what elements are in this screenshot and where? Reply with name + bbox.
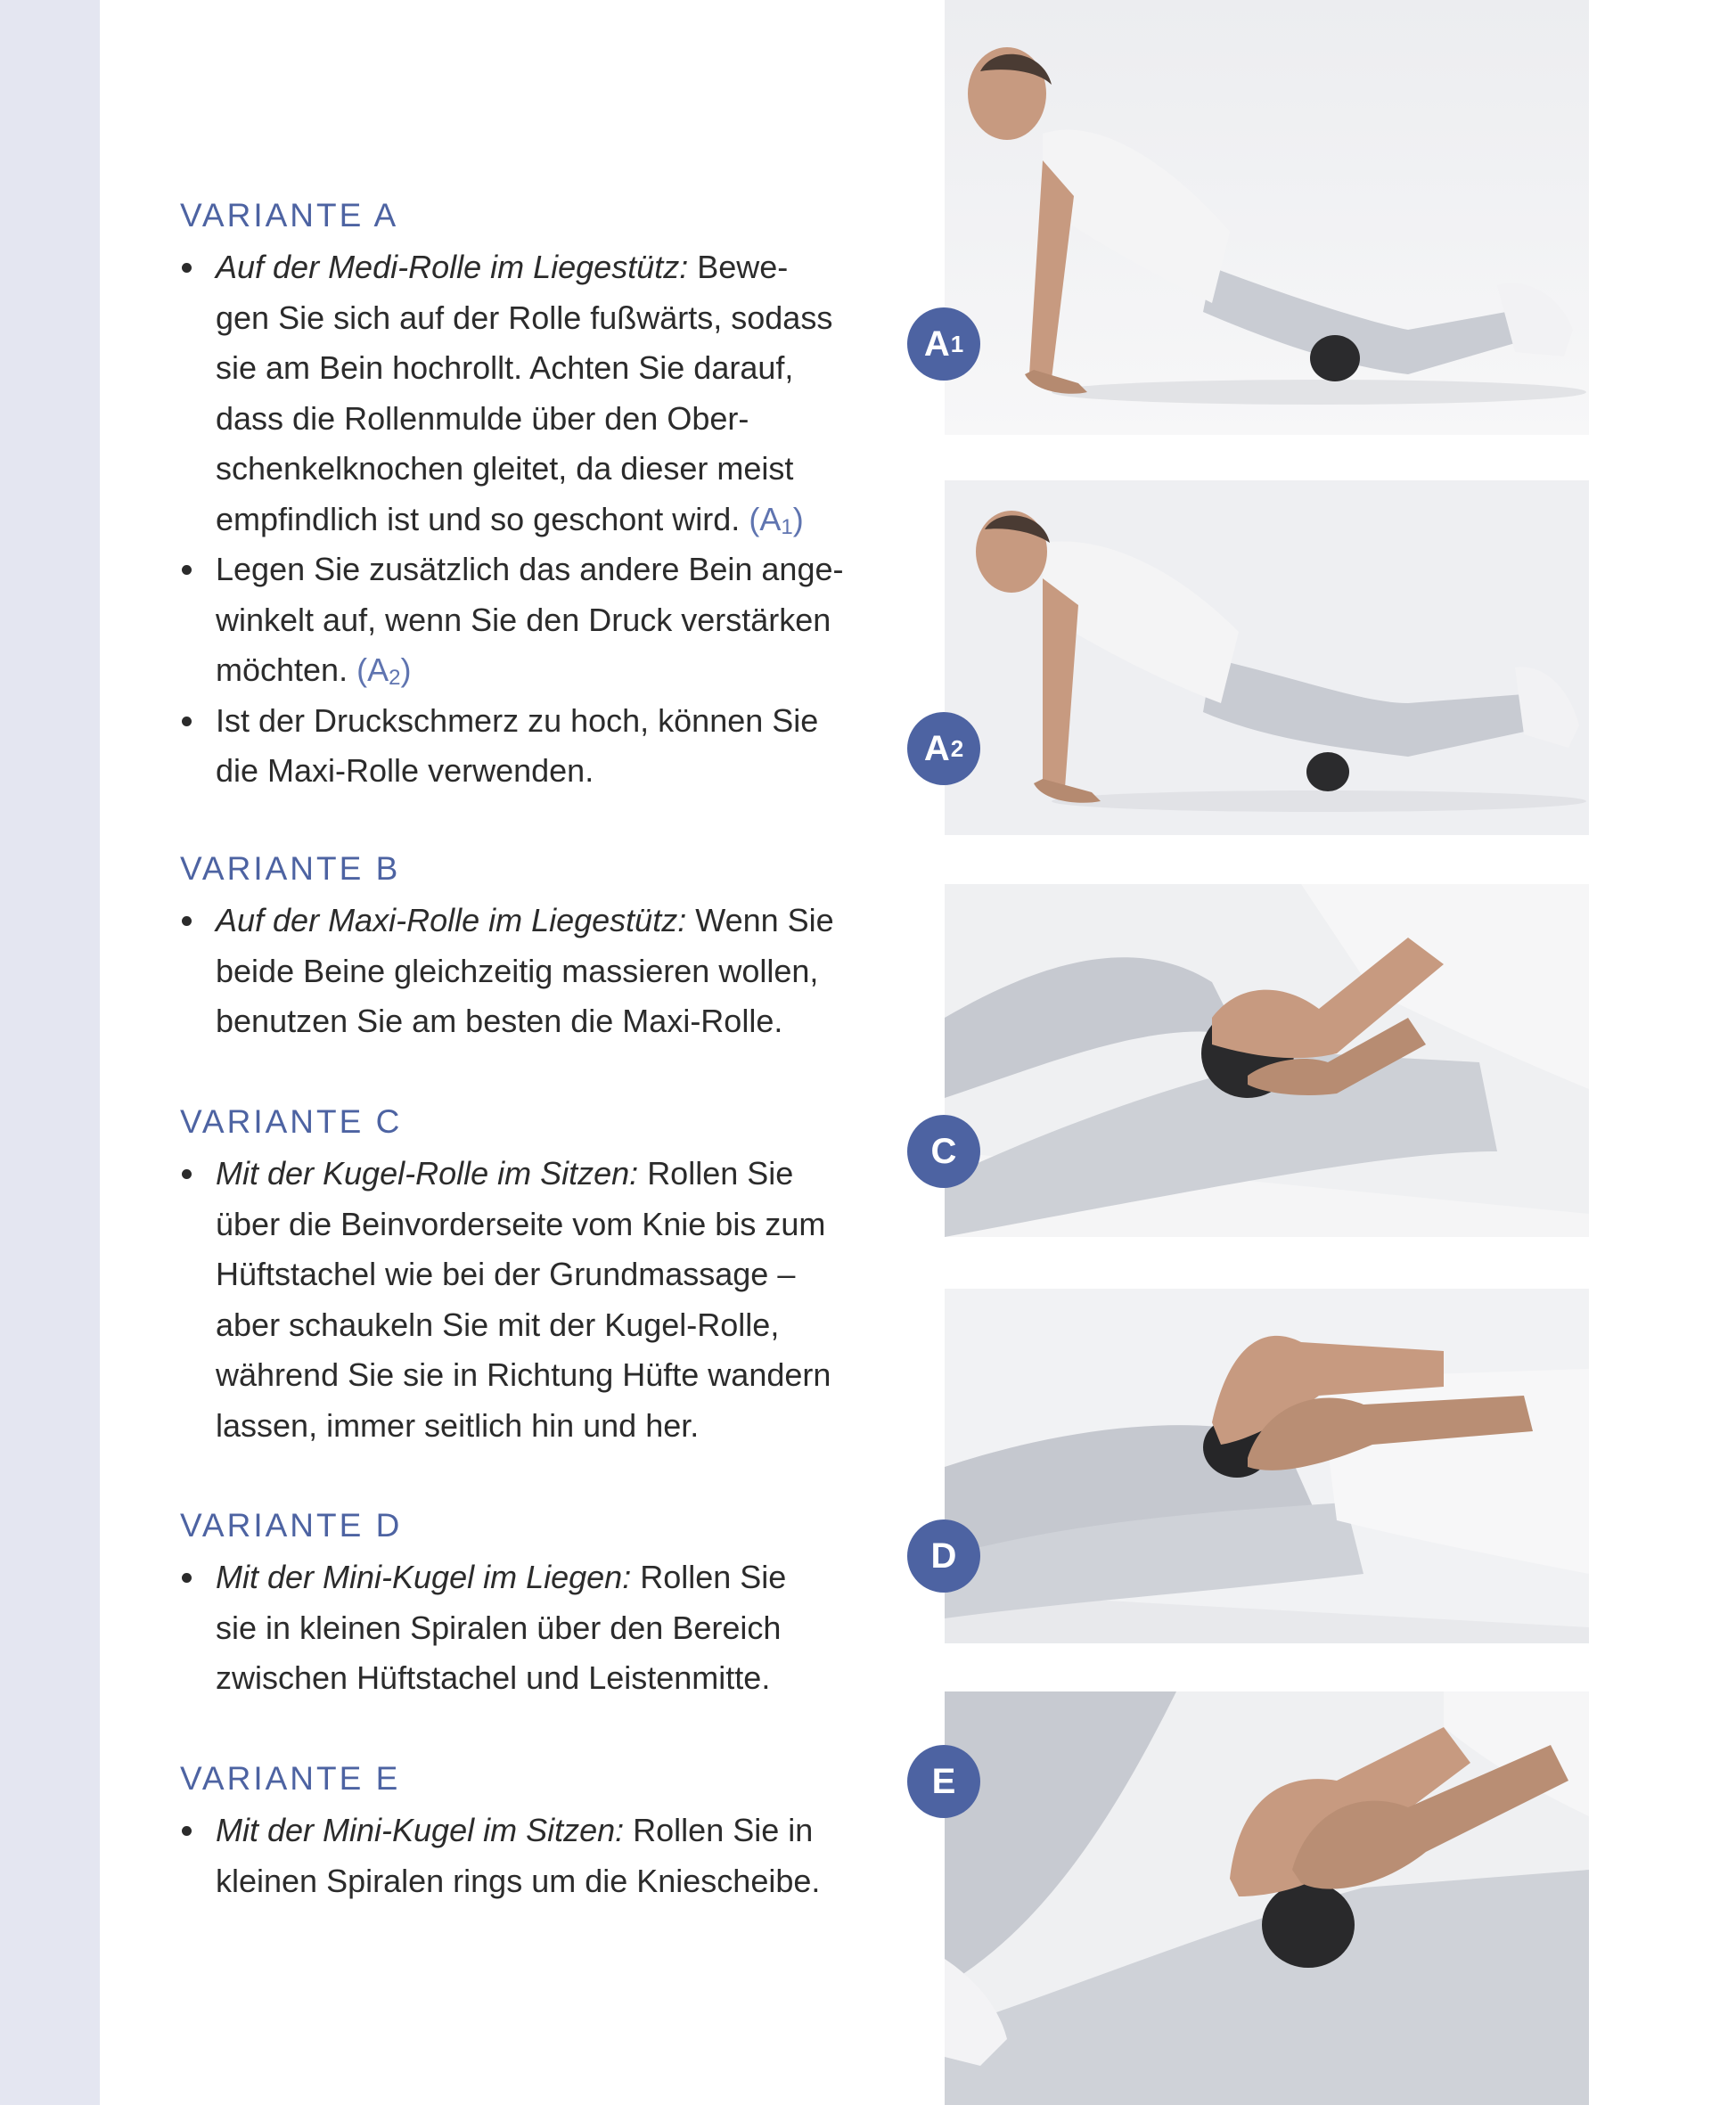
item-text: Ist der Druckschmerz zu hoch, können Sie bbox=[216, 701, 819, 739]
item-text: beide Beine gleichzeitig massieren wollen, bbox=[216, 952, 819, 989]
item-text: sie in kleinen Spiralen über den Bereich bbox=[216, 1609, 782, 1646]
item-text: Rollen Sie bbox=[647, 1155, 794, 1192]
variant-c-heading: VARIANTE C bbox=[180, 1103, 403, 1140]
variant-a-section bbox=[180, 194, 884, 797]
item-text: Rollen Sie in bbox=[633, 1812, 814, 1849]
item-lead: Mit der Mini-Kugel im Sitzen: bbox=[216, 1812, 625, 1849]
list-item bbox=[180, 1552, 884, 1704]
item-text: benutzen Sie am besten die Maxi-Rolle. bbox=[216, 1003, 783, 1040]
item-text: zwischen Hüftstachel und Leistenmitte. bbox=[216, 1659, 771, 1697]
badge-a2: A 2 bbox=[907, 712, 980, 785]
figure-reference-a1: $(A_1)$ bbox=[749, 500, 804, 539]
item-text: kleinen Spiralen rings um die Kniescheibe. bbox=[216, 1862, 821, 1899]
variant-c-section bbox=[180, 1101, 884, 1451]
item-text: gen Sie sich auf der Rolle fußwärts, sodass bbox=[216, 299, 833, 336]
item-lead: Mit der Mini-Kugel im Liegen: bbox=[216, 1559, 632, 1596]
variant-b-list bbox=[180, 896, 884, 1047]
variant-e-section bbox=[180, 1757, 884, 1906]
item-text: sie am Bein hochrollt. Achten Sie darauf, bbox=[216, 349, 794, 387]
variant-d-section bbox=[180, 1504, 884, 1704]
variant-d-list bbox=[180, 1552, 884, 1704]
item-text: die Maxi-Rolle verwenden. bbox=[216, 752, 594, 790]
item-text: Bewe- bbox=[697, 249, 789, 286]
variant-c-list bbox=[180, 1149, 884, 1451]
list-item bbox=[180, 696, 884, 797]
variant-a-list bbox=[180, 242, 884, 797]
variant-b-section bbox=[180, 848, 884, 1047]
item-text: möchten. bbox=[216, 651, 348, 689]
item-text: empfindlich ist und so geschont wird. bbox=[216, 500, 741, 537]
item-text: über die Beinvorderseite vom Knie bis zum bbox=[216, 1205, 826, 1242]
figure-reference-a2: $(A_2)$ bbox=[356, 651, 412, 691]
variant-e-heading: VARIANTE E bbox=[180, 1760, 401, 1797]
item-text: Legen Sie zusätzlich das andere Bein ange- bbox=[216, 551, 844, 588]
variant-b-heading: VARIANTE B bbox=[180, 850, 401, 887]
item-text: während Sie sie in Richtung Hüfte wandern bbox=[216, 1356, 831, 1394]
list-item bbox=[180, 1806, 884, 1906]
item-text: winkelt auf, wenn Sie den Druck verstärken bbox=[216, 601, 831, 638]
variant-d-heading: VARIANTE D bbox=[180, 1507, 403, 1544]
list-item bbox=[180, 242, 884, 545]
item-text: dass die Rollenmulde über den Ober- bbox=[216, 399, 749, 437]
photo-variant-a1 bbox=[945, 0, 1589, 435]
list-item bbox=[180, 1149, 884, 1451]
badge-c: C bbox=[907, 1115, 980, 1188]
item-text: Wenn Sie bbox=[695, 902, 834, 939]
photo-variant-d bbox=[945, 1289, 1589, 1643]
item-text: aber schaukeln Sie mit der Kugel-Rolle, bbox=[216, 1306, 780, 1343]
list-item bbox=[180, 896, 884, 1047]
item-text: lassen, immer seitlich hin und her. bbox=[216, 1406, 700, 1444]
variant-a-heading: VARIANTE A bbox=[180, 197, 399, 233]
badge-e: E bbox=[907, 1745, 980, 1818]
badge-a1: A 1 bbox=[907, 307, 980, 381]
photo-variant-a2 bbox=[945, 480, 1589, 835]
page-margin-strip bbox=[0, 0, 100, 2105]
item-text: Hüftstachel wie bei der Grundmassage – bbox=[216, 1256, 796, 1293]
item-lead: Auf der Maxi-Rolle im Liegestütz: bbox=[216, 902, 687, 939]
badge-d: D bbox=[907, 1519, 980, 1593]
item-lead: Auf der Medi-Rolle im Liegestütz: bbox=[216, 249, 689, 286]
photo-variant-c bbox=[945, 884, 1589, 1237]
variant-e-list bbox=[180, 1806, 884, 1906]
item-text: schenkelknochen gleitet, da dieser meist bbox=[216, 450, 794, 487]
list-item bbox=[180, 545, 884, 696]
item-lead: Mit der Kugel-Rolle im Sitzen: bbox=[216, 1155, 639, 1192]
item-text: Rollen Sie bbox=[640, 1559, 787, 1596]
photo-variant-e bbox=[945, 1691, 1589, 2105]
